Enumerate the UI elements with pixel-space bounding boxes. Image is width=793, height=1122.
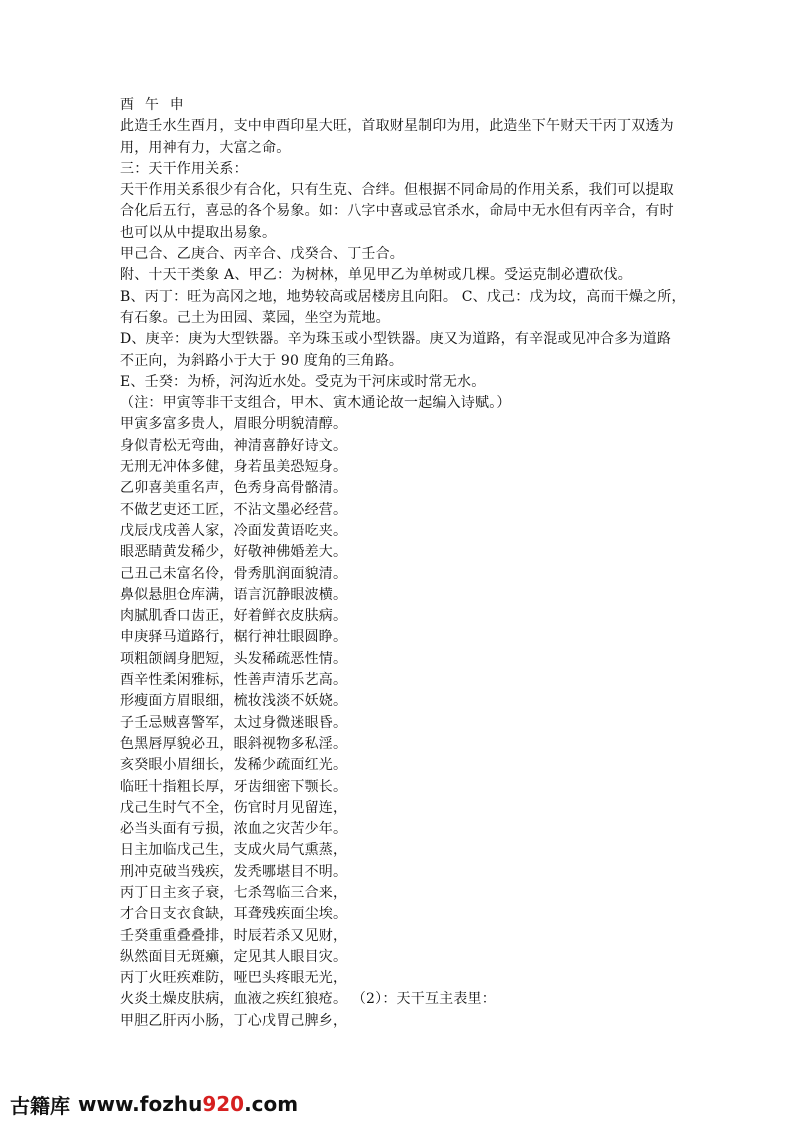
poem-line: 形瘦面方眉眼细，梳妆浅淡不妖娆。 (120, 693, 348, 710)
site-name: 古籍库 (10, 1093, 70, 1118)
text-line: 也可以从中提取出易象。 (120, 224, 277, 241)
poem-line: 己丑己未富名伶，骨秀肌润面貌清。 (120, 565, 348, 582)
poem-line: 必当头面有亏损，浓血之灾苦少年。 (120, 821, 348, 838)
poem-line: 项粗颌阔身肥短，头发稀疏恶性情。 (120, 650, 348, 667)
poem-line: 不做艺吏还工匠，不沾文墨必经营。 (120, 501, 348, 518)
text-line-pillars: 酉 午 申 (120, 97, 184, 113)
note-line: （注：甲寅等非干支组合，甲木、寅木通论故一起编入诗赋。） (120, 395, 511, 412)
poem-line: 子壬忌贼喜警军，太过身微迷眼昏。 (120, 714, 348, 731)
text-line: 天干作用关系很少有合化，只有生克、合绊。但根据不同命局的作用关系，我们可以提取 (120, 182, 674, 199)
poem-line: 酉辛性柔闲雅标，性善声清乐艺高。 (120, 672, 348, 689)
poem-line: 刑冲克破当残疾，发秃哪堪目不明。 (120, 863, 348, 880)
text-line: 此造壬水生酉月，支中申酉印星大旺，首取财星制印为用，此造坐下午财天干丙丁双透为 (120, 118, 674, 135)
poem-line: 甲寅多富多贵人，眉眼分明貌清醇。 (120, 416, 348, 433)
poem-line: 戊己生时气不全，伤官时月见留连， (120, 799, 348, 816)
text-line: E、壬癸：为桥，河沟近水处。受克为干河床或时常无水。 (120, 373, 486, 390)
poem-line: 乙卯喜美重名声，色秀身高骨骼清。 (120, 480, 348, 497)
poem-line: 壬癸重重叠叠排，时辰若杀又见财， (120, 927, 348, 944)
poem-line: 身似青松无弯曲，神清喜静好诗文。 (120, 437, 348, 454)
poem-line: 临旺十指粗长厚，牙齿细密下颚长。 (120, 778, 348, 795)
poem-line: 无刑无冲体多健，身若虽美恐短身。 (120, 459, 348, 476)
site-url (78, 1092, 298, 1116)
poem-line: 才合日支衣食缺，耳聋残疾面尘埃。 (120, 906, 348, 923)
text-line: B、丙丁：旺为高冈之地，地势较高或居楼房且向阳。 C、戊己：戊为坟，高而干燥之所， (120, 288, 686, 305)
poem-line: 火炎土燥皮肤病，血液之疾红狼疮。 （2）：天干互主表里： (120, 991, 496, 1008)
poem-line: 亥癸眼小眉细长，发稀少疏面红光。 (120, 757, 348, 774)
text-line: 有石象。己土为田园、菜园，坐空为荒地。 (120, 309, 390, 326)
text-line: 不正向，为斜路小于大于 90 度角的三角路。 (120, 352, 404, 369)
section-heading: 三：天干作用关系： (120, 160, 248, 177)
poem-line: 日主加临戊己生，支成火局气熏蒸， (120, 842, 348, 859)
site-watermark (10, 1087, 298, 1121)
poem-line: 眼恶睛黄发稀少，好敬神佛婚差大。 (120, 544, 348, 561)
poem-line: 纵然面目无斑癞，定见其人眼目灾。 (120, 948, 348, 965)
poem-line: 色黑唇厚貌必丑，眼斜视物多私淫。 (120, 735, 348, 752)
url-suffix: .com (244, 1092, 299, 1116)
text-line: 合化后五行，喜忌的各个易象。如：八字中喜或忌官杀水，命局中无水但有丙辛合，有时 (120, 203, 674, 220)
poem-line: 申庚驿马道路行，椐行神壮眼圆睁。 (120, 629, 348, 646)
text-line: 附、十天干类象 A、甲乙：为树林，单见甲乙为单树或几棵。受运克制必遭砍伐。 (120, 267, 632, 284)
document-body (120, 95, 686, 1032)
url-number: 920 (202, 1092, 245, 1116)
poem-line: 甲胆乙肝丙小肠，丁心戊胃己脾乡， (120, 1012, 348, 1029)
text-line: 用，用神有力，大富之命。 (120, 139, 291, 156)
text-line: D、庚辛：庚为大型铁器。辛为珠玉或小型铁器。庚又为道路，有辛混或见冲合多为道路 (120, 331, 672, 348)
poem-line: 鼻似悬胆仓库满，语言沉静眼波横。 (120, 586, 348, 603)
poem-line: 肉腻肌香口齿正，好着鲜衣皮肤病。 (120, 608, 348, 625)
poem-line: 丙丁日主亥子衰，七杀驾临三合来， (120, 884, 348, 901)
poem-line: 丙丁火旺疾难防，哑巴头疼眼无光， (120, 970, 348, 987)
poem-line: 戊辰戊戌善人家，冷面发黄语吃夹。 (120, 522, 348, 539)
text-line: 甲己合、乙庚合、丙辛合、戊癸合、丁壬合。 (120, 246, 404, 263)
url-prefix: www.fozhu (78, 1092, 203, 1116)
